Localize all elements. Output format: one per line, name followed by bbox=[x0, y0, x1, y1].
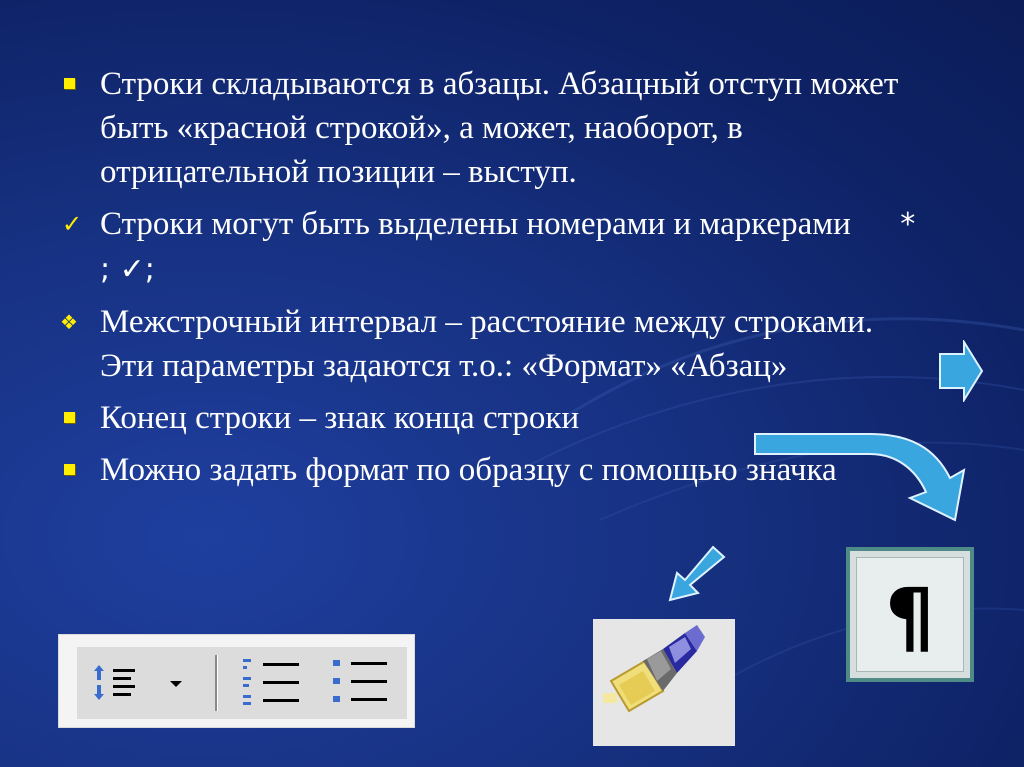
show-formatting-marks-button[interactable] bbox=[846, 547, 974, 682]
bullet-text: Межстрочный интервал – расстояние между строками. Эти параметры задаются т.о.: «Формат» «Абзац» bbox=[100, 304, 874, 384]
line-spacing-icon[interactable] bbox=[94, 665, 135, 700]
formatting-toolbar bbox=[58, 634, 415, 728]
curved-arrow-icon bbox=[750, 428, 1010, 528]
toolbar-background bbox=[77, 647, 407, 719]
pilcrow-frame bbox=[856, 557, 964, 672]
right-arrow-icon bbox=[938, 340, 984, 402]
bullet-text: Конец строки – знак конца строки bbox=[100, 400, 580, 436]
bullet-item-line-spacing bbox=[60, 300, 920, 388]
check-bullet-icon: ✓ bbox=[62, 210, 83, 238]
format-painter-button[interactable] bbox=[593, 619, 735, 746]
square-bullet-icon bbox=[60, 396, 90, 440]
format-painter-icon bbox=[593, 619, 735, 746]
numbering-icon[interactable] bbox=[243, 659, 299, 705]
square-bullet-icon bbox=[60, 448, 90, 492]
bullet-item-numbering-markers bbox=[60, 202, 920, 292]
bullet-text: Строки могут быть выделены номерами и маркерами bbox=[100, 206, 851, 242]
toolbar-separator bbox=[215, 655, 217, 711]
bullet-item-lines-paragraphs bbox=[60, 62, 920, 194]
bullet-text: Строки складываются в абзацы. Абзацный отступ может быть «красной строкой», а может, наоборот, в отрицательной позиции – выступ. bbox=[100, 66, 899, 190]
down-left-arrow-icon bbox=[668, 545, 728, 603]
dropdown-arrow-icon[interactable] bbox=[170, 681, 182, 687]
diamond-bullet-icon: ❖ bbox=[60, 310, 78, 334]
square-bullet-icon bbox=[60, 62, 90, 106]
marker-symbols: * ; ✓; bbox=[100, 207, 916, 287]
pilcrow-icon: ¶ bbox=[885, 573, 935, 663]
bullets-icon[interactable] bbox=[333, 660, 387, 702]
bullet-text: Можно задать формат по образцу с помощью значка bbox=[100, 452, 837, 488]
